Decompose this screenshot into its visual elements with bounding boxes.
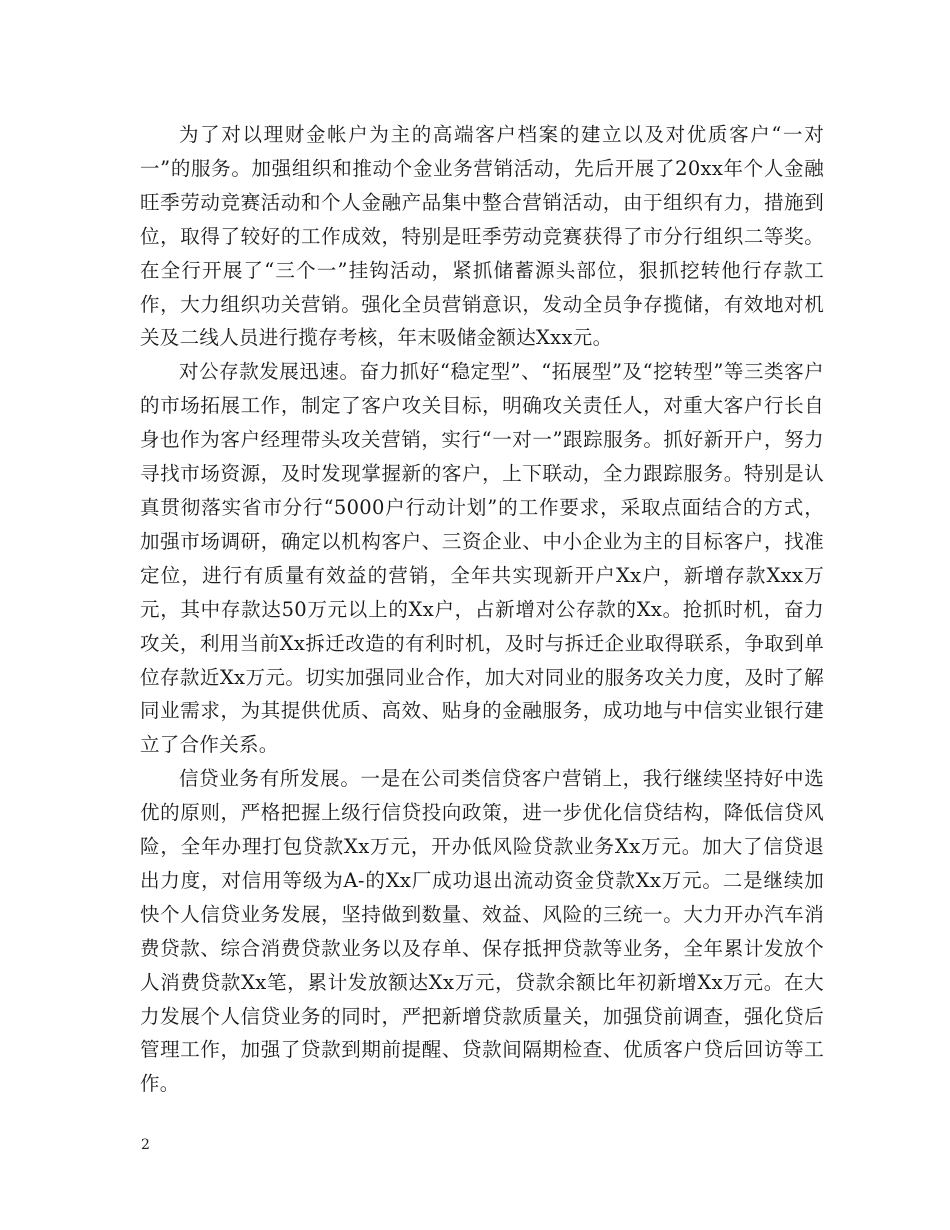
page-number: 2 (141, 1137, 150, 1153)
paragraph-personal-finance: 为了对以理财金帐户为主的高端客户档案的建立以及对优质客户“一对一”的服务。加强组织和推动个金业务营销活动，先后开展了20xx年个人金融旺季劳动竞赛活动和个人金融产品集中整合营销活动，由于组织有力，措施到位，取得了较好的工作成效，特别是旺季劳动竞赛获得了市分行组织二等奖。在全行开展了“三个一”挂钩活动，紧抓储蓄源头部位，狠抓挖转他行存款工作，大力组织功关营销。强化全员营销意识，发动全员争存揽储，有效地对机关及二线人员进行揽存考核，年末吸储金额达Xxx元。 (140, 123, 824, 350)
document-body (140, 118, 824, 1101)
paragraph-corporate-deposits: 对公存款发展迅速。奋力抓好“稳定型”、“拓展型”及“挖转型”等三类客户的市场拓展工作，制定了客户攻关目标，明确攻关责任人，对重大客户行长自身也作为客户经理带头攻关营销，实行“一对一”跟踪服务。抓好新开户，努力寻找市场资源，及时发现掌握新的客户，上下联动，全力跟踪服务。特别是认真贯彻落实省市分行“5000户行动计划”的工作要求，采取点面结合的方式，加强市场调研，确定以机构客户、三资企业、中小企业为主的目标客户，找准定位，进行有质量有效益的营销，全年共实现新开户Xx户，新增存款Xxx万元，其中存款达50万元以上的Xx户，占新增对公存款的Xx。抢抓时机，奋力攻关，利用当前Xx拆迁改造的有利时机，及时与拆迁企业取得联系，争取到单位存款近Xx万元。切实加强同业合作，加大对同业的服务攻关力度，及时了解同业需求，为其提供优质、高效、贴身的金融服务，成功地与中信实业银行建立了合作关系。 (140, 360, 824, 757)
paragraph-credit-business: 信贷业务有所发展。一是在公司类信贷客户营销上，我行继续坚持好中选优的原则，严格把握上级行信贷投向政策，进一步优化信贷结构，降低信贷风险，全年办理打包贷款Xx万元，开办低风险贷款业务Xx万元。加大了信贷退出力度，对信用等级为A-的Xx厂成功退出流动资金贷款Xx万元。二是继续加快个人信贷业务发展，坚持做到数量、效益、风险的三统一。大力开办汽车消费贷款、综合消费贷款业务以及存单、保存抵押贷款等业务，全年累计发放个人消费贷款Xx笔，累计发放额达Xx万元，贷款余额比年初新增Xx万元。在大力发展个人信贷业务的同时，严把新增贷款质量关，加强贷前调查，强化贷后管理工作，加强了贷款到期前提醒、贷款间隔期检查、优质客户贷后回访等工作。 (140, 767, 824, 1096)
